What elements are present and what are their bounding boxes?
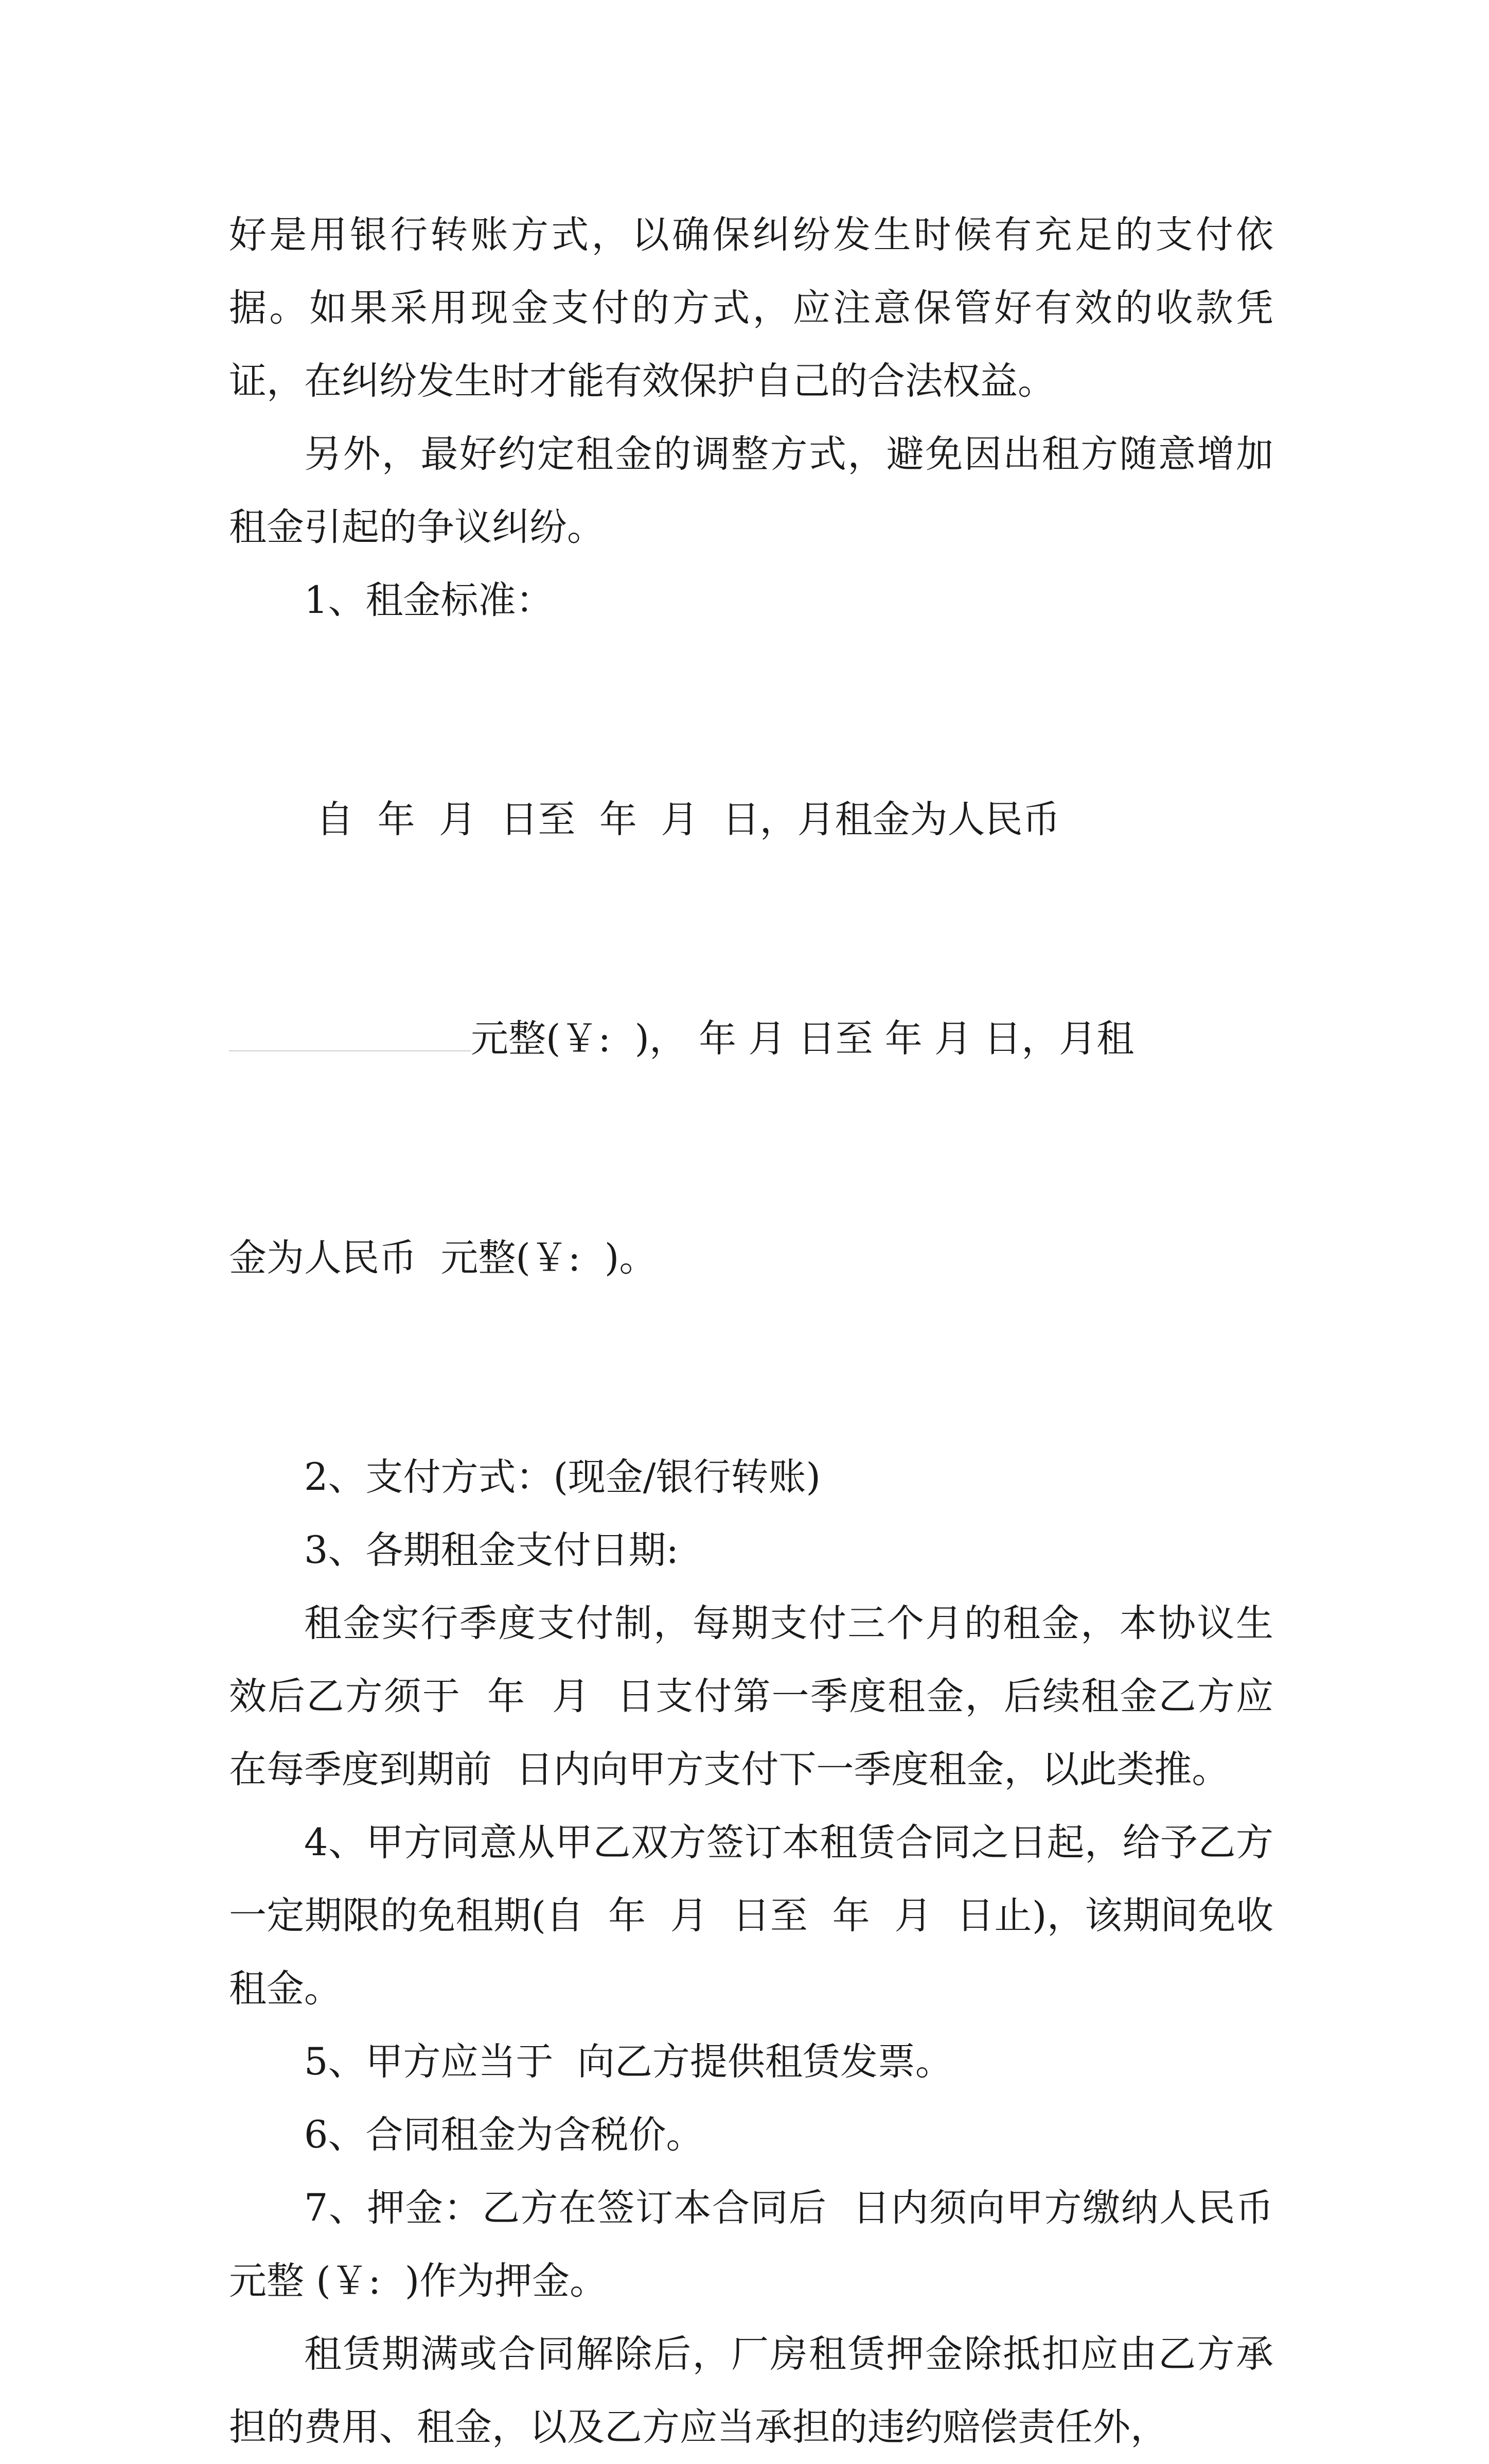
paragraph-quarterly-payment: 租金实行季度支付制，每期支付三个月的租金，本协议生效后乙方须于 年 月 日支付第一季度租金，后续租金乙方应在每季度到期前 日内向甲方支付下一季度租金，以此类推。 [229, 1601, 1273, 1791]
paragraph-invoice: 5、甲方应当于 向乙方提供租赁发票。 [304, 2040, 953, 2084]
paragraph-rent-adjustment: 另外，最好约定租金的调整方式，避免因出租方随意增加租金引起的争议纠纷。 [229, 432, 1273, 549]
blank-fill-line [229, 1019, 471, 1051]
paragraph-rent-standard-detail [229, 637, 1273, 1441]
rent-standard-line-2 [229, 1002, 1273, 1076]
paragraph-deposit: 7、押金：乙方在签订本合同后 日内须向甲方缴纳人民币 元整 (￥: )作为押金。 [229, 2186, 1298, 2303]
paragraph-payment-method: 2、支付方式：(现金/银行转账) [304, 1455, 821, 1499]
paragraph-payment-dates-heading: 3、各期租金支付日期: [304, 1528, 679, 1572]
document-body [229, 199, 1298, 2464]
rent-standard-line-1: 自 年 月 日至 年 月 日，月租金为人民币 [304, 798, 1060, 841]
paragraph-rent-standard-heading: 1、租金标准： [304, 578, 554, 622]
paragraph-payment-advice: 好是用银行转账方式，以确保纠纷发生时候有充足的支付依据。如果采用现金支付的方式，应注意保管好有效的收款凭证，在纠纷发生时才能有效保护自己的合法权益。 [229, 213, 1273, 403]
paragraph-rent-free-period: 4、甲方同意从甲乙双方签订本租赁合同之日起，给予乙方一定期限的免租期(自 年 月 日至 年 月 日止)，该期间免收租金。 [229, 1821, 1273, 2011]
paragraph-tax-inclusive: 6、合同租金为含税价。 [304, 2113, 704, 2157]
rent-standard-line-2-text: 元整(￥: )， 年 月 日至 年 月 日，月租 [471, 1017, 1135, 1061]
paragraph-deposit-refund: 租赁期满或合同解除后，厂房租赁押金除抵扣应由乙方承担的费用、租金，以及乙方应当承担的违约赔偿责任外， [229, 2332, 1273, 2449]
rent-standard-line-3: 金为人民币 元整(￥: )。 [229, 1236, 657, 1280]
